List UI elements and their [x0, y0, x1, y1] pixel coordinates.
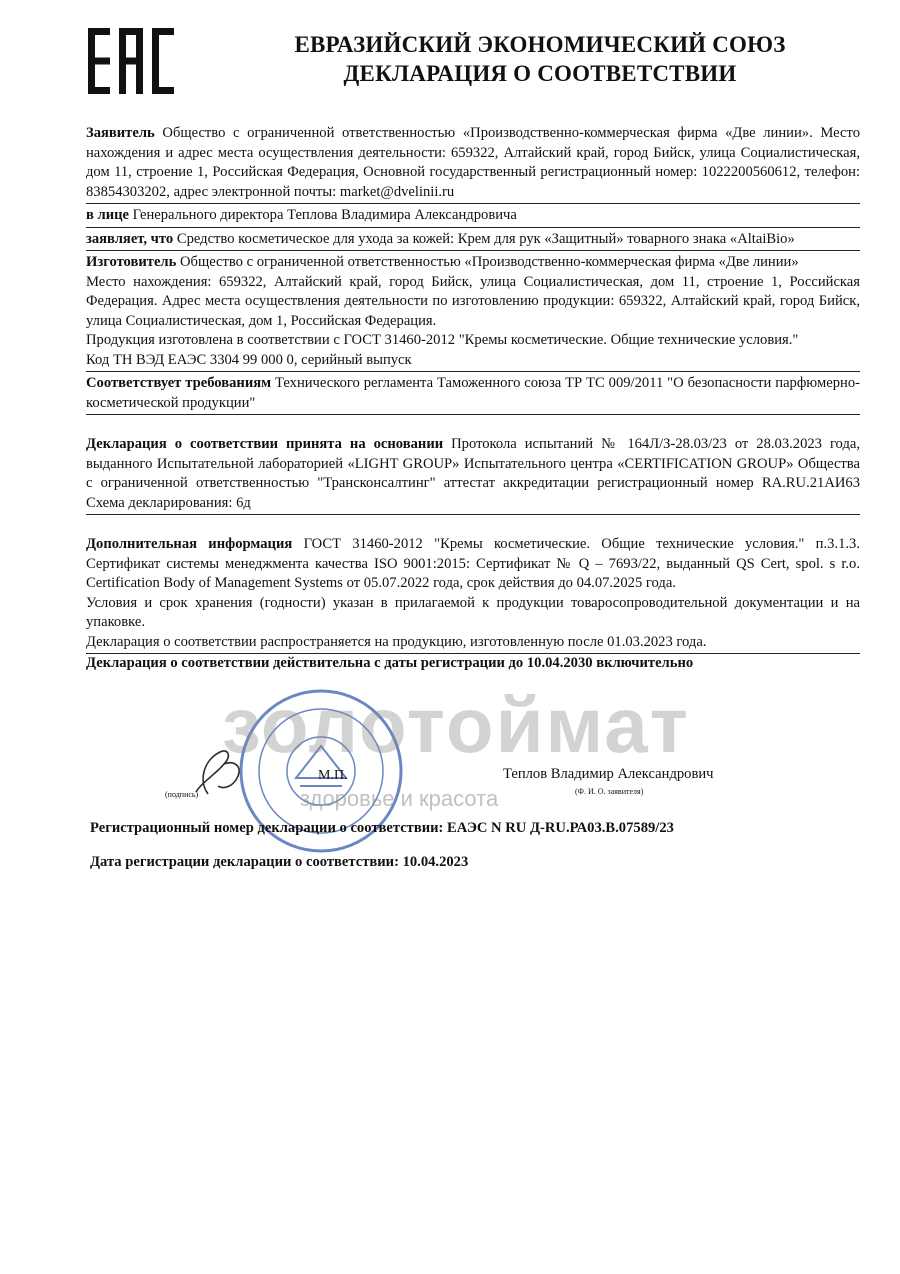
declaration-body [86, 124, 860, 674]
declares-section [86, 230, 860, 252]
name-caption: (Ф. И. О. заявителя) [575, 787, 644, 796]
header-union: ЕВРАЗИЙСКИЙ ЭКОНОМИЧЕСКИЙ СОЮЗ [294, 32, 786, 57]
conforms-section [86, 374, 860, 415]
manufacturer-text: Общество с ограниченной ответственностью «Производственно-коммерческая фирма «Две линии» [176, 254, 799, 270]
document-header [230, 30, 850, 88]
watermark-tagline: здоровье и красота [300, 786, 499, 811]
declares-label: заявляет, что [86, 230, 174, 247]
storage-text: Условия и срок хранения (годности) указан в прилагаемой к продукции товаросопроводительной документации и на упаковке. [86, 594, 860, 630]
registration-number: Регистрационный номер декларации о соответствии: ЕАЭС N RU Д-RU.РА03.В.07589/23 [90, 820, 674, 836]
product-code: Код ТН ВЭД ЕАЭС 3304 99 000 0, серийный выпуск [86, 351, 412, 368]
stamp-place-label: М.П. [318, 768, 348, 783]
conforms-text: Технического регламента Таможенного союза ТР ТС 009/2011 "О безопасности парфюмерно-косметической продукции" [86, 375, 860, 411]
applicant-label: Заявитель [86, 125, 155, 141]
signature-caption: (подпись) [165, 790, 199, 799]
declares-text: Средство косметическое для ухода за кожей: Крем для рук «Защитный» товарного знака «AltaiBio» [173, 230, 795, 247]
manufacturer-label: Изготовитель [86, 254, 177, 270]
validity-text: Декларация о соответствии действительна с даты регистрации до 10.04.2030 включительно [86, 655, 694, 671]
applicant-section [86, 124, 860, 204]
manufacturer-standard: Продукция изготовлена в соответствии с ГОСТ 31460-2012 "Кремы косметические. Общие технические условия." [86, 332, 799, 348]
watermark-logo: золотоймат [222, 681, 690, 769]
manufacturer-section [86, 253, 860, 372]
represented-section [86, 206, 860, 228]
applies-text: Декларация о соответствии распространяется на продукцию, изготовленную после 01.03.2023 года. [86, 633, 860, 655]
additional-text: ГОСТ 31460-2012 "Кремы косметические. Общие технические условия." п.3.1.3. Сертификат системы менеджмента качества ISO 9001:2015: Сертификат № Q – 7693/22, выданный QS Cert, spol. s r.o. Certification Body of Management Systems от 05.07.2022 года, срок действия до 04.07.2025 года. [86, 536, 860, 591]
basis-label: Декларация о соответствии принята на основании [86, 436, 444, 452]
additional-label: Дополнительная информация [86, 536, 293, 552]
basis-section [86, 435, 860, 515]
represented-label: в лице [86, 207, 130, 223]
represented-text: Генерального директора Теплова Владимира Александровича [129, 207, 517, 223]
registration-date: Дата регистрации декларации о соответствии: 10.04.2023 [90, 854, 469, 870]
basis-text: Протокола испытаний № 164Л/З-28.03/23 от 28.03.2023 года, выданного Испытательной лабораторией «LIGHT GROUP» Испытательного центра «CERTIFICATION GROUP» Общества с ограниченной ответственностью "Трансконсалтинг" аттестат аккредитации регистрационный номер RA.RU.21АИ63 Схема декларирования: 6д [86, 436, 860, 511]
manufacturer-location: Место нахождения: 659322, Алтайский край, город Бийск, улица Социалистическая, дом 11, строение 1, Российская Федерация. Адрес места осуществления деятельности по изготовлению продукции: 659322, Алтайский край, город Бийск, улица Социалистическая, дом 1, Российская Федерация. [86, 273, 860, 329]
header-declaration: ДЕКЛАРАЦИЯ О СООТВЕТСТВИИ [343, 61, 737, 86]
eac-logo [88, 28, 174, 94]
applicant-text: Общество с ограниченной ответственностью «Производственно-коммерческая фирма «Две линии». Место нахождения и адрес места осуществления деятельности: 659322, Алтайский край, город Бийск, улица Социалистическая, дом 11, строение 1, Российская Федерация, Основной государственный регистрационный номер: 1022200560612, телефон: 83854303202, адрес электронной почты: market@dvelinii.ru [86, 125, 860, 200]
signer-name: Теплов Владимир Александрович [503, 766, 714, 782]
additional-section [86, 535, 860, 674]
conforms-label: Соответствует требованиям [86, 375, 272, 391]
